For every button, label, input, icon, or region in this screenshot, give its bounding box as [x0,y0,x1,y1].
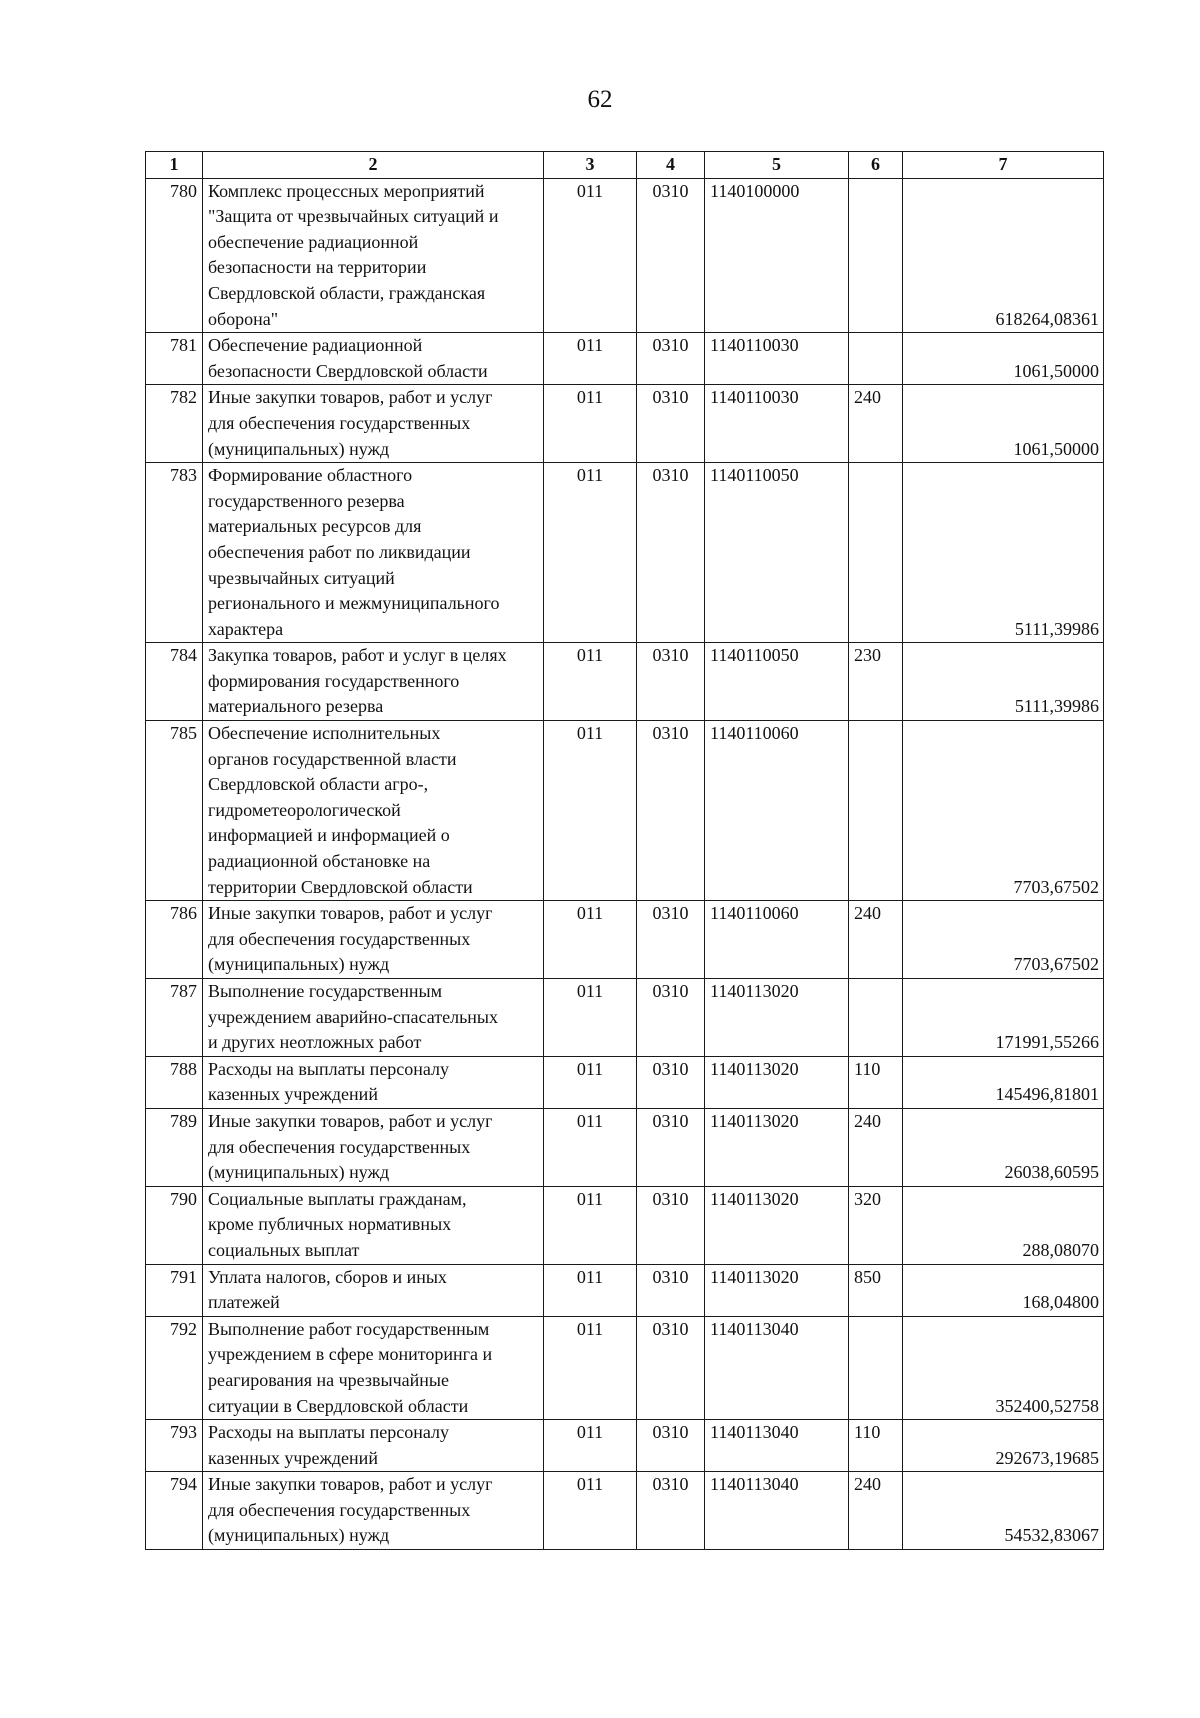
amount: 171991,55266 [903,979,1104,1057]
column-header: 3 [544,152,637,179]
table-row [146,178,1104,333]
row-number: 792 [146,1316,203,1419]
ministry-code: 011 [544,333,637,385]
table-row [146,1264,1104,1316]
ministry-code: 011 [544,643,637,721]
item-name: Обеспечение исполнительных органов государственной власти Свердловской области агро-, гидрометеорологической информацией и информацией о радиационной обстановке на территории Свердловской области [203,721,544,901]
table-row [146,979,1104,1057]
target-code: 1140113020 [705,979,849,1057]
item-name: Расходы на выплаты персоналу казенных учреждений [203,1420,544,1472]
table-row [146,385,1104,463]
section-code: 0310 [637,463,705,643]
table-row [146,1420,1104,1472]
table-row [146,1472,1104,1550]
table-row [146,901,1104,979]
amount: 145496,81801 [903,1056,1104,1108]
expense-type-code: 320 [849,1186,903,1264]
target-code: 1140110060 [705,901,849,979]
table-row [146,333,1104,385]
expense-type-code [849,1316,903,1419]
section-code: 0310 [637,1472,705,1550]
amount: 54532,83067 [903,1472,1104,1550]
expense-type-code [849,979,903,1057]
target-code: 1140110030 [705,385,849,463]
row-number: 781 [146,333,203,385]
column-header: 7 [903,152,1104,179]
section-code: 0310 [637,643,705,721]
ministry-code: 011 [544,1316,637,1419]
amount: 5111,39986 [903,643,1104,721]
ministry-code: 011 [544,385,637,463]
ministry-code: 011 [544,1056,637,1108]
ministry-code: 011 [544,979,637,1057]
column-header: 4 [637,152,705,179]
expense-type-code [849,178,903,333]
row-number: 793 [146,1420,203,1472]
ministry-code: 011 [544,1420,637,1472]
expense-type-code [849,333,903,385]
ministry-code: 011 [544,1186,637,1264]
target-code: 1140113020 [705,1264,849,1316]
expense-type-code: 850 [849,1264,903,1316]
target-code: 1140113020 [705,1108,849,1186]
expense-type-code: 230 [849,643,903,721]
ministry-code: 011 [544,721,637,901]
item-name: Выполнение государственным учреждением аварийно-спасательных и других неотложных работ [203,979,544,1057]
amount: 352400,52758 [903,1316,1104,1419]
row-number: 791 [146,1264,203,1316]
amount: 7703,67502 [903,721,1104,901]
expense-type-code: 110 [849,1056,903,1108]
table-row [146,463,1104,643]
table-body [146,178,1104,1549]
section-code: 0310 [637,178,705,333]
amount: 292673,19685 [903,1420,1104,1472]
item-name: Уплата налогов, сборов и иных платежей [203,1264,544,1316]
section-code: 0310 [637,1264,705,1316]
item-name: Обеспечение радиационной безопасности Свердловской области [203,333,544,385]
row-number: 783 [146,463,203,643]
target-code: 1140113020 [705,1186,849,1264]
target-code: 1140110060 [705,721,849,901]
expense-type-code: 240 [849,1108,903,1186]
expense-type-code: 110 [849,1420,903,1472]
row-number: 786 [146,901,203,979]
target-code: 1140113040 [705,1316,849,1419]
target-code: 1140110030 [705,333,849,385]
amount: 288,08070 [903,1186,1104,1264]
item-name: Формирование областного государственного резерва материальных ресурсов для обеспечения работ по ликвидации чрезвычайных ситуаций регионального и межмуниципального характера [203,463,544,643]
ministry-code: 011 [544,1472,637,1550]
row-number: 788 [146,1056,203,1108]
expense-type-code [849,463,903,643]
row-number: 780 [146,178,203,333]
target-code: 1140113040 [705,1420,849,1472]
item-name: Расходы на выплаты персоналу казенных учреждений [203,1056,544,1108]
table-row [146,1186,1104,1264]
ministry-code: 011 [544,901,637,979]
column-header: 5 [705,152,849,179]
page-number: 62 [587,86,613,113]
ministry-code: 011 [544,178,637,333]
row-number: 782 [146,385,203,463]
row-number: 789 [146,1108,203,1186]
row-number: 794 [146,1472,203,1550]
item-name: Социальные выплаты гражданам, кроме публичных нормативных социальных выплат [203,1186,544,1264]
section-code: 0310 [637,979,705,1057]
section-code: 0310 [637,1186,705,1264]
ministry-code: 011 [544,1264,637,1316]
item-name: Комплекс процессных мероприятий "Защита от чрезвычайных ситуаций и обеспечение радиационной безопасности на территории Свердловской области, гражданская оборона" [203,178,544,333]
target-code: 1140110050 [705,643,849,721]
ministry-code: 011 [544,463,637,643]
table-row [146,721,1104,901]
section-code: 0310 [637,1056,705,1108]
table-row [146,1108,1104,1186]
item-name: Иные закупки товаров, работ и услуг для обеспечения государственных (муниципальных) нужд [203,1108,544,1186]
section-code: 0310 [637,1108,705,1186]
section-code: 0310 [637,333,705,385]
expense-type-code: 240 [849,385,903,463]
target-code: 1140113020 [705,1056,849,1108]
table-row [146,1316,1104,1419]
target-code: 1140110050 [705,463,849,643]
expense-type-code [849,721,903,901]
column-header: 2 [203,152,544,179]
amount: 1061,50000 [903,385,1104,463]
section-code: 0310 [637,901,705,979]
row-number: 784 [146,643,203,721]
item-name: Иные закупки товаров, работ и услуг для обеспечения государственных (муниципальных) нужд [203,385,544,463]
item-name: Закупка товаров, работ и услуг в целях формирования государственного материального резерва [203,643,544,721]
amount: 1061,50000 [903,333,1104,385]
column-header: 6 [849,152,903,179]
section-code: 0310 [637,721,705,901]
section-code: 0310 [637,1316,705,1419]
amount: 26038,60595 [903,1108,1104,1186]
section-code: 0310 [637,385,705,463]
amount: 168,04800 [903,1264,1104,1316]
table-row [146,643,1104,721]
amount: 5111,39986 [903,463,1104,643]
header-row [146,152,1104,179]
budget-table [145,151,1104,1550]
item-name: Иные закупки товаров, работ и услуг для обеспечения государственных (муниципальных) нужд [203,901,544,979]
amount: 7703,67502 [903,901,1104,979]
column-header: 1 [146,152,203,179]
row-number: 790 [146,1186,203,1264]
expense-type-code: 240 [849,901,903,979]
item-name: Иные закупки товаров, работ и услуг для обеспечения государственных (муниципальных) нужд [203,1472,544,1550]
ministry-code: 011 [544,1108,637,1186]
target-code: 1140113040 [705,1472,849,1550]
table-row [146,1056,1104,1108]
expense-type-code: 240 [849,1472,903,1550]
item-name: Выполнение работ государственным учреждением в сфере мониторинга и реагирования на чрезвычайные ситуации в Свердловской области [203,1316,544,1419]
amount: 618264,08361 [903,178,1104,333]
row-number: 787 [146,979,203,1057]
section-code: 0310 [637,1420,705,1472]
target-code: 1140100000 [705,178,849,333]
row-number: 785 [146,721,203,901]
